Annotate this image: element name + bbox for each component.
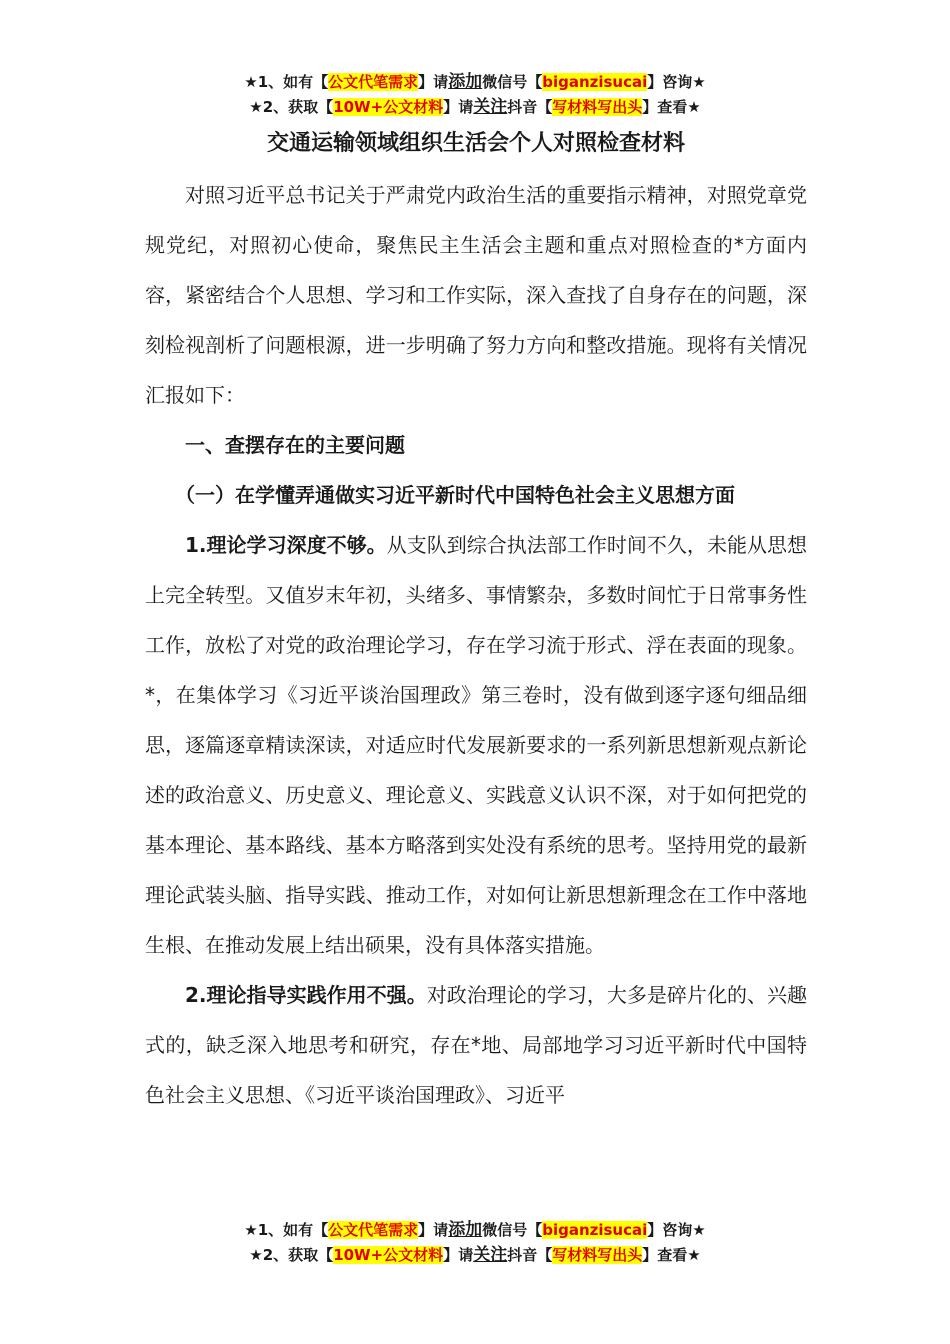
banner-douyin-id: 写材料写出头	[552, 98, 643, 116]
banner-douyin-id: 写材料写出头	[552, 1246, 643, 1264]
banner-line-1	[0, 1218, 950, 1243]
banner-text: ★2、获取【	[249, 98, 334, 116]
banner-text: 】咨询★	[647, 73, 706, 91]
intro-paragraph: 对照习近平总书记关于严肃党内政治生活的重要指示精神，对照党章党规党纪，对照初心使命，聚焦民主生活会主题和重点对照检查的*方面内容，紧密结合个人思想、学习和工作实际，深入查找了自身存在的问题，深刻检视剖析了问题根源，进一步明确了努力方向和整改措施。现将有关情况汇报如下：	[145, 183, 807, 407]
banner-text: 】请	[418, 1221, 449, 1239]
footer-banner	[0, 1218, 950, 1268]
banner-highlight: 公文代笔需求	[328, 1221, 419, 1239]
banner-text: 】请	[418, 73, 449, 91]
banner-wechat-id: biganzisucai	[542, 73, 648, 91]
banner-underline: 添加	[448, 72, 483, 92]
banner-text: 微信号【	[482, 73, 543, 91]
item-paragraph	[145, 970, 807, 1120]
banner-underline: 添加	[448, 1220, 483, 1240]
banner-text: ★2、获取【	[249, 1246, 334, 1264]
document-title: 交通运输领域组织生活会个人对照检查材料	[266, 131, 685, 156]
banner-line-2	[0, 1243, 950, 1268]
banner-underline: 关注	[473, 97, 508, 117]
banner-highlight: 10W+公文材料	[333, 1246, 444, 1264]
banner-text: 】请	[443, 1246, 474, 1264]
header-banner	[0, 70, 950, 120]
section-heading: 一、查摆存在的主要问题	[185, 433, 405, 457]
subsection-heading: （一）在学懂弄通做实习近平新时代中国特色社会主义思想方面	[175, 483, 735, 507]
item-body: 对政治理论的学习，大多是碎片化的、兴趣式的，缺乏深入地思考和研究，存在*地、局部地学习习近平新时代中国特色社会主义思想、《习近平谈治国理政》、习近平	[145, 983, 808, 1107]
banner-text: 抖音【	[507, 98, 553, 116]
banner-highlight: 公文代笔需求	[328, 73, 419, 91]
banner-text: ★1、如有【	[244, 73, 329, 91]
banner-text: 】查看★	[642, 98, 701, 116]
banner-highlight: 10W+公文材料	[333, 98, 444, 116]
banner-line-1	[0, 70, 950, 95]
banner-text: 微信号【	[482, 1221, 543, 1239]
banner-line-2	[0, 95, 950, 120]
banner-text: 】请	[443, 98, 474, 116]
banner-text: ★1、如有【	[244, 1221, 329, 1239]
banner-text: 抖音【	[507, 1246, 553, 1264]
banner-underline: 关注	[473, 1245, 508, 1265]
item-lead: 1.理论学习深度不够。	[185, 533, 387, 557]
document-body	[145, 122, 807, 1120]
item-body: 从支队到综合执法部工作时间不久，未能从思想上完全转型。又值岁末年初，头绪多、事情繁杂，多数时间忙于日常事务性工作，放松了对党的政治理论学习，存在学习流于形式、浮在表面的现象。*，在集体学习《习近平谈治国理政》第三卷时，没有做到逐字逐句细品细思，逐篇逐章精读深读，对适应时代发展新要求的一系列新思想新观点新论述的政治意义、历史意义、理论意义、实践意义认识不深，对于如何把党的基本理论、基本路线、基本方略落到实处没有系统的思考。坚持用党的最新理论武装头脑、指导实践、推动工作，对如何让新思想新理念在工作中落地生根、在推动发展上结出硕果，没有具体落实措施。	[145, 533, 808, 957]
banner-text: 】咨询★	[647, 1221, 706, 1239]
banner-text: 】查看★	[642, 1246, 701, 1264]
banner-wechat-id: biganzisucai	[542, 1221, 648, 1239]
item-lead: 2.理论指导实践作用不强。	[185, 983, 427, 1007]
item-paragraph	[145, 520, 807, 970]
